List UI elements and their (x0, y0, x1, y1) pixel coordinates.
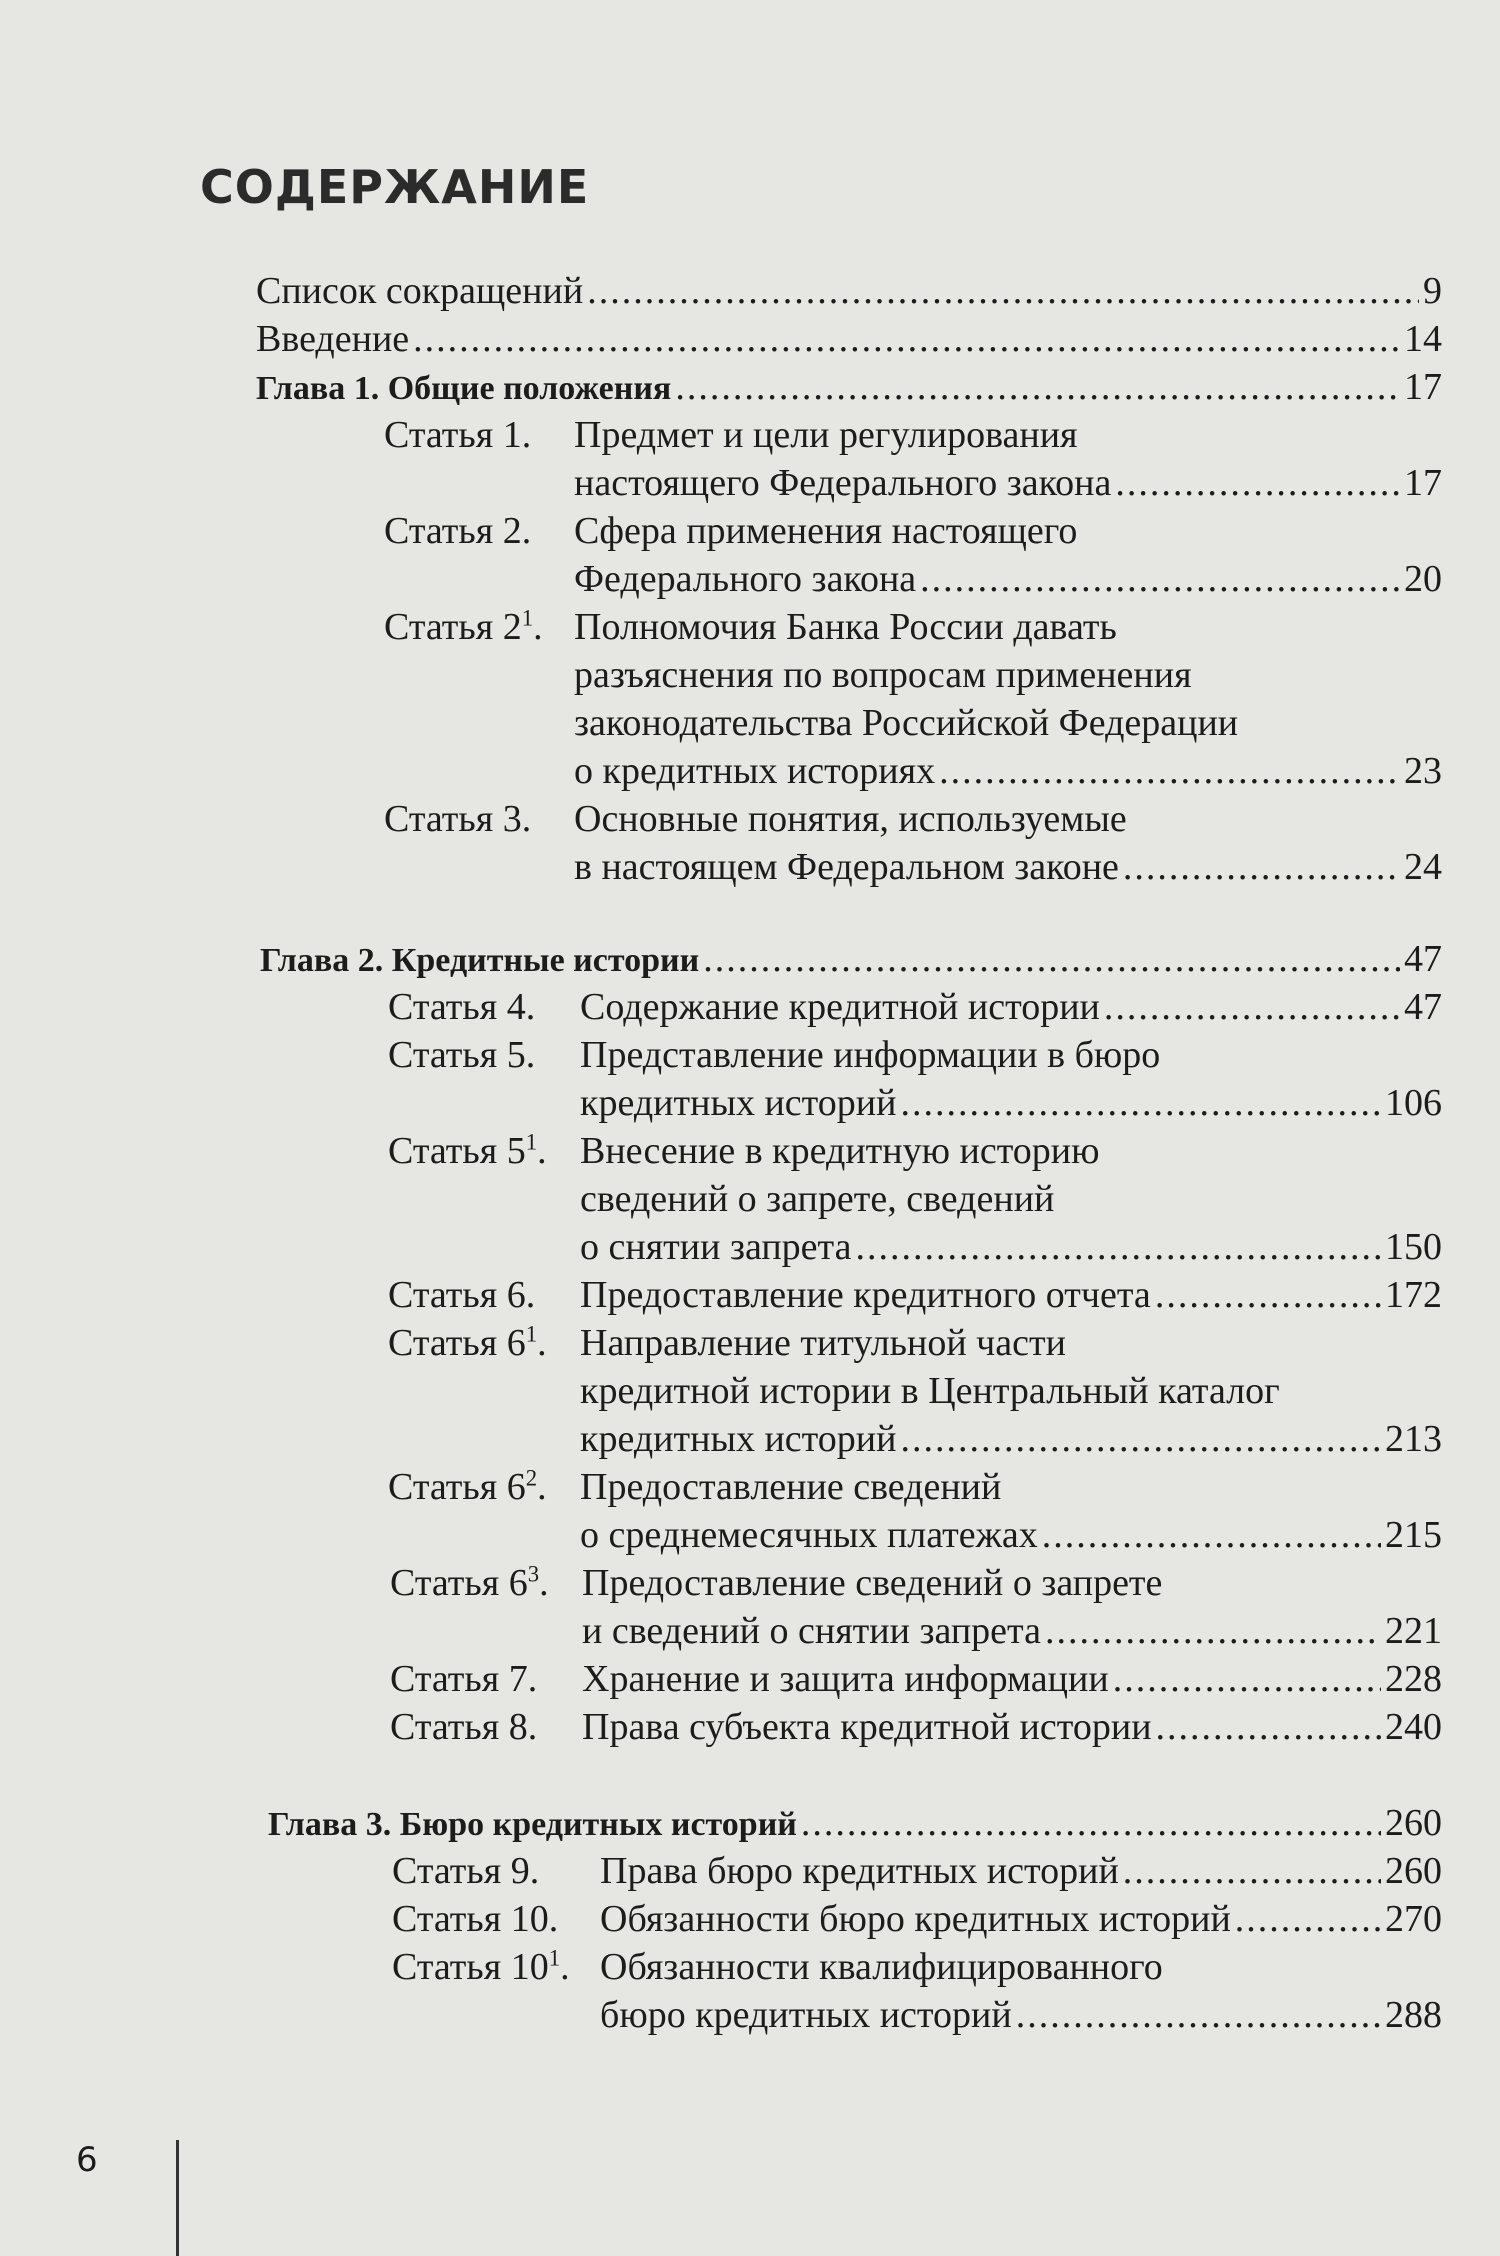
toc-leader (1115, 460, 1400, 506)
toc-entry-title: Список сокращений (256, 270, 584, 312)
article-label: Статья $6^1$. (388, 1321, 547, 1364)
toc-article-6-3[interactable] (582, 1608, 1442, 1654)
toc-leader (1045, 1608, 1381, 1654)
toc-leader (1042, 1512, 1381, 1558)
article-label: Статья 6. (388, 1274, 536, 1316)
toc-leader (855, 1224, 1381, 1270)
article-title-line: в настоящем Федеральном законе (574, 846, 1119, 888)
toc-leader (801, 1800, 1381, 1846)
toc-article-4[interactable] (580, 984, 1442, 1030)
toc-page-number: 270 (1385, 1898, 1442, 1940)
superscript: 1 (525, 1321, 538, 1347)
superscript: 2 (525, 1465, 538, 1491)
toc-article-8[interactable] (582, 1704, 1442, 1750)
article-title-line: разъяснения по вопросам применения (574, 654, 1192, 696)
article-label: Статья $6^3$. (390, 1561, 549, 1604)
toc-article-3[interactable] (574, 844, 1442, 890)
toc-article-6-1[interactable] (580, 1416, 1442, 1462)
toc-article-6-2[interactable] (580, 1512, 1442, 1558)
toc-page-number: 24 (1404, 846, 1442, 888)
article-label: Статья 1. (384, 414, 532, 456)
article-label: Статья 10. (392, 1898, 559, 1940)
toc-page-number: 221 (1385, 1610, 1442, 1652)
page-number: 6 (76, 2140, 98, 2180)
toc-article-10-1[interactable] (600, 1992, 1442, 2038)
toc-page-number: 260 (1385, 1850, 1442, 1892)
article-title-line: Основные понятия, используемые (574, 798, 1127, 840)
toc-chapter-1[interactable] (256, 364, 1442, 412)
toc-article-9[interactable] (600, 1848, 1442, 1894)
article-title-line: Федерального закона (574, 558, 917, 600)
toc-page-number: 172 (1385, 1274, 1442, 1316)
superscript: 1 (525, 1129, 538, 1155)
superscript: 1 (548, 1945, 561, 1971)
article-title-line: Права бюро кредитных историй (600, 1850, 1119, 1892)
toc-chapter-2[interactable] (260, 936, 1442, 984)
toc-article-5-1[interactable] (580, 1224, 1442, 1270)
article-title-line: Направление титульной части (580, 1322, 1066, 1364)
article-title-line: Представление информации в бюро (580, 1034, 1161, 1076)
toc-page-number: 23 (1404, 750, 1442, 792)
toc-chapter-title: Глава 1. Общие положения (256, 370, 672, 407)
toc-leader (1104, 984, 1400, 1030)
toc-entry-introduction[interactable] (256, 316, 1442, 362)
toc-page-number: 14 (1404, 318, 1442, 360)
article-label: Статья 2. (384, 510, 532, 552)
toc-page-number: 17 (1404, 366, 1442, 408)
article-title-line: Предмет и цели регулирования (574, 414, 1078, 456)
toc-page-number: 215 (1385, 1514, 1442, 1556)
article-label: Статья 8. (390, 1706, 538, 1748)
toc-page-number: 213 (1385, 1418, 1442, 1460)
article-title-line: Обязанности бюро кредитных историй (600, 1898, 1231, 1940)
toc-page-number: 260 (1385, 1802, 1442, 1844)
superscript: 3 (527, 1561, 540, 1587)
toc-page-number: 47 (1404, 938, 1442, 980)
toc-chapter-title: Глава 2. Кредитные истории (260, 942, 700, 979)
toc-page-number: 106 (1385, 1082, 1442, 1124)
toc-leader (1155, 1272, 1381, 1318)
toc-page-number: 20 (1404, 558, 1442, 600)
article-title-line: Содержание кредитной истории (580, 986, 1100, 1028)
article-title-line: Предоставление кредитного отчета (580, 1274, 1151, 1316)
article-label: Статья $10^1$. (392, 1945, 570, 1988)
article-title-line: бюро кредитных историй (600, 1994, 1012, 2036)
article-label: Статья 4. (388, 986, 536, 1028)
toc-entry-title: Введение (256, 318, 410, 360)
toc-leader (1016, 1992, 1381, 2038)
toc-leader (1113, 1656, 1381, 1702)
article-title-line: Внесение в кредитную историю (580, 1130, 1100, 1172)
article-title-line: кредитной истории в Центральный каталог (580, 1370, 1280, 1412)
toc-leader (939, 748, 1400, 794)
toc-leader (587, 268, 1419, 314)
article-label: Статья 9. (392, 1850, 540, 1892)
toc-page-number: 228 (1385, 1658, 1442, 1700)
toc-leader (703, 936, 1400, 982)
article-title-line: Права субъекта кредитной истории (582, 1706, 1152, 1748)
toc-leader (413, 316, 1400, 362)
article-title-line: сведений о запрете, сведений (580, 1178, 1055, 1220)
toc-page-number: 288 (1385, 1994, 1442, 2036)
toc-page-number: 47 (1404, 986, 1442, 1028)
toc-article-2[interactable] (574, 556, 1442, 602)
article-title-line: законодательства Российской Федерации (574, 702, 1239, 744)
toc-chapter-title: Глава 3. Бюро кредитных историй (268, 1806, 797, 1843)
toc-article-5[interactable] (580, 1080, 1442, 1126)
toc-article-1[interactable] (574, 460, 1442, 506)
article-title-line: кредитных историй (580, 1082, 897, 1124)
article-title-line: Обязанности квалифицированного (600, 1946, 1163, 1988)
article-title-line: о кредитных историях (574, 750, 936, 792)
toc-chapter-3[interactable] (268, 1800, 1442, 1848)
article-label: Статья 7. (390, 1658, 538, 1700)
toc-leader (900, 1416, 1381, 1462)
article-title-line: и сведений о снятии запрета (582, 1610, 1041, 1652)
toc-page-number: 17 (1404, 462, 1442, 504)
toc-leader (1123, 1848, 1381, 1894)
article-title-line: Полномочия Банка России давать (574, 606, 1117, 648)
article-title-line: Предоставление сведений (580, 1466, 1002, 1508)
toc-leader (675, 364, 1400, 410)
toc-article-2-1[interactable] (574, 748, 1442, 794)
article-label: Статья $6^2$. (388, 1465, 547, 1508)
toc-entry-abbreviations[interactable] (256, 268, 1442, 314)
article-label: Статья 5. (388, 1034, 536, 1076)
article-label: Статья 3. (384, 798, 532, 840)
toc-leader (1123, 844, 1400, 890)
toc-page-number: 150 (1385, 1226, 1442, 1268)
toc-article-10[interactable] (600, 1896, 1442, 1942)
article-title-line: о снятии запрета (580, 1226, 852, 1268)
superscript: 1 (521, 605, 534, 631)
article-label: Статья $5^1$. (388, 1129, 547, 1172)
article-title-line: о среднемесячных платежах (580, 1514, 1038, 1556)
toc-page-number: 240 (1385, 1706, 1442, 1748)
article-title-line: Сфера применения настоящего (574, 510, 1078, 552)
toc-leader (1235, 1896, 1381, 1942)
margin-rule (176, 2140, 179, 2256)
toc-article-7[interactable] (582, 1656, 1442, 1702)
toc-leader (1156, 1704, 1381, 1750)
toc-heading: СОДЕРЖАНИЕ (200, 160, 590, 214)
article-title-line: кредитных историй (580, 1418, 897, 1460)
toc-article-6[interactable] (580, 1272, 1442, 1318)
article-label: Статья $2^1$. (384, 605, 543, 648)
toc-leader (900, 1080, 1381, 1126)
toc-page-number: 9 (1423, 270, 1442, 312)
article-title-line: Хранение и защита информации (582, 1658, 1109, 1700)
toc-leader (920, 556, 1400, 602)
article-title-line: настоящего Федерального закона (574, 462, 1112, 504)
article-title-line: Предоставление сведений о запрете (582, 1562, 1163, 1604)
